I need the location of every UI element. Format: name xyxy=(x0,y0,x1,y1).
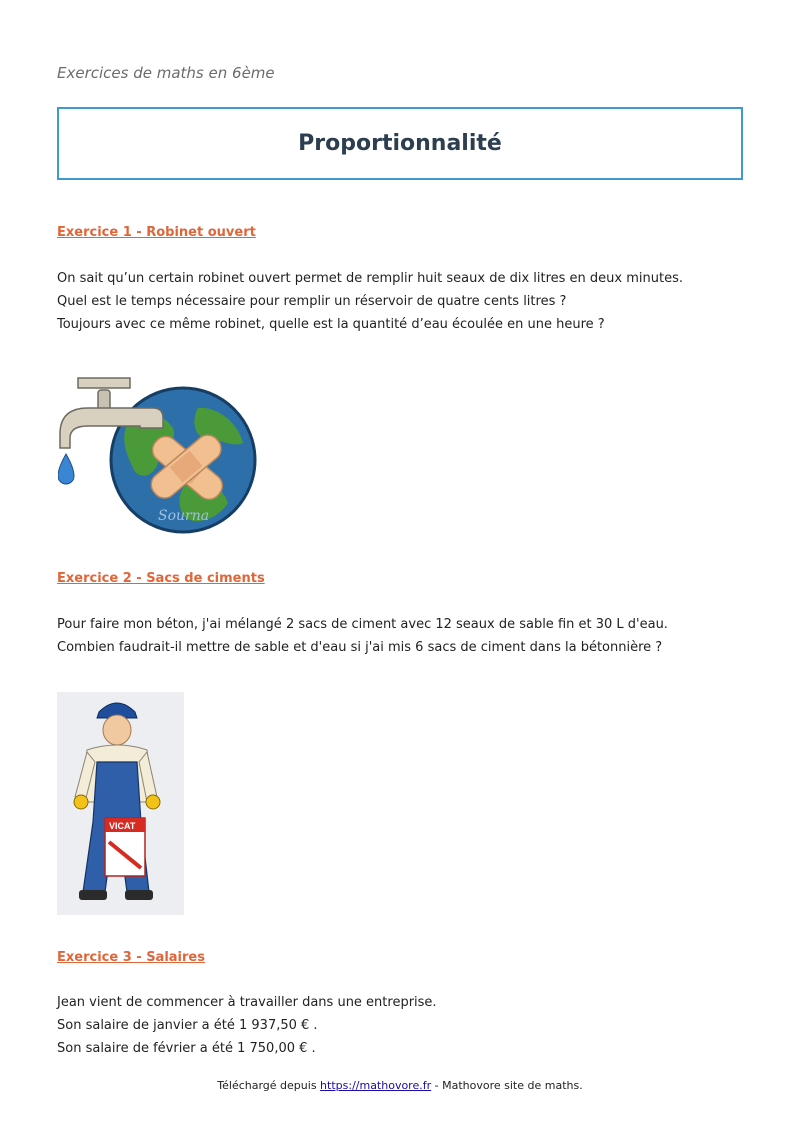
exercise-1-line: On sait qu’un certain robinet ouvert permet de remplir huit seaux de dix litres en deux minutes. xyxy=(57,271,683,286)
footer-suffix: - Mathovore site de maths. xyxy=(431,1079,583,1092)
exercise-2-line: Pour faire mon béton, j'ai mélangé 2 sacs de ciment avec 12 seaux de sable fin et 30 L d'eau. xyxy=(57,617,668,632)
page-title: Proportionnalité xyxy=(298,131,502,156)
exercise-2-title: Exercice 2 - Sacs de ciments xyxy=(57,571,265,586)
exercise-1-line: Quel est le temps nécessaire pour remplir un réservoir de quatre cents litres ? xyxy=(57,294,567,309)
exercise-1-title: Exercice 1 - Robinet ouvert xyxy=(57,225,256,240)
footer-prefix: Téléchargé depuis xyxy=(217,1079,321,1092)
exercise-3-title: Exercice 3 - Salaires xyxy=(57,950,205,965)
exercise-3-line: Son salaire de janvier a été 1 937,50 € . xyxy=(57,1018,318,1033)
footer xyxy=(0,1079,800,1092)
exercise-3-line: Jean vient de commencer à travailler dans une entreprise. xyxy=(57,995,437,1010)
exercise-2-line: Combien faudrait-il mettre de sable et d'eau si j'ai mis 6 sacs de ciment dans la bétonnière ? xyxy=(57,640,663,655)
faucet-earth-illustration xyxy=(58,368,258,538)
page-subtitle: Exercices de maths en 6ème xyxy=(57,64,275,82)
exercise-1-text xyxy=(57,267,683,336)
footer-link[interactable]: https://mathovore.fr xyxy=(320,1079,432,1092)
exercise-2-text xyxy=(57,613,668,659)
title-box xyxy=(57,107,743,180)
watermark-text: Sourna xyxy=(158,508,210,524)
worker-illustration xyxy=(57,692,184,915)
exercise-3-text xyxy=(57,991,437,1060)
exercise-3-line: Son salaire de février a été 1 750,00 € . xyxy=(57,1041,316,1056)
exercise-1-line: Toujours avec ce même robinet, quelle est la quantité d’eau écoulée en une heure ? xyxy=(57,317,605,332)
cement-bag-brand: VICAT xyxy=(109,821,136,831)
